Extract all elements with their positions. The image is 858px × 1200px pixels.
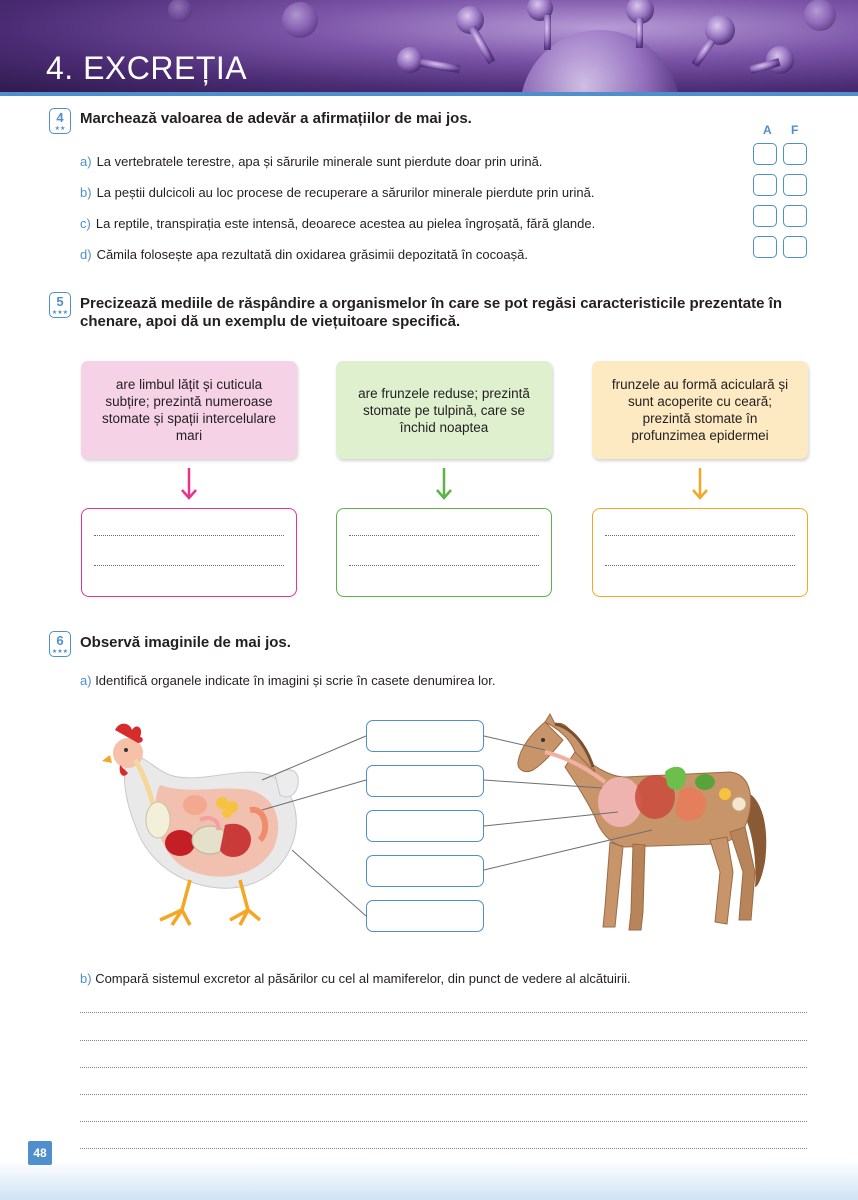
statement-c: [80, 216, 595, 231]
answer-line: [605, 535, 795, 536]
statement-a: [80, 154, 542, 169]
trait-text: frunzele au formă aciculară și sunt acoperite cu ceară; prezintă stomate în profunzimea epidermei: [611, 377, 789, 443]
statement-letter: b): [80, 185, 92, 200]
banner-divider: [0, 92, 858, 96]
organ-label-box-2[interactable]: [366, 765, 484, 797]
answer-line: [349, 535, 539, 536]
checkbox-b-true[interactable]: [753, 174, 777, 196]
question-letter: b): [80, 971, 92, 986]
answer-box-2[interactable]: [336, 508, 552, 597]
trait-card-2: [336, 361, 552, 459]
organ-label-box-1[interactable]: [366, 720, 484, 752]
writing-line[interactable]: [80, 1012, 807, 1013]
checkbox-a-false[interactable]: [783, 143, 807, 165]
statement-b: [80, 185, 594, 200]
column-true-label: A: [763, 123, 772, 137]
difficulty-stars: ★★★: [51, 649, 69, 655]
checkbox-a-true[interactable]: [753, 143, 777, 165]
statement-text: La peștii dulcicoli au loc procese de recuperare a sărurilor minerale pierdute prin urină.: [96, 185, 595, 200]
exercise-4-title: Marchează valoarea de adevăr a afirmațiilor de mai jos.: [80, 110, 472, 127]
answer-line: [94, 565, 284, 566]
answer-line: [94, 535, 284, 536]
statement-text: La vertebratele terestre, apa și sărurile minerale sunt pierdute doar prin urină.: [96, 154, 543, 169]
answer-box-1[interactable]: [81, 508, 297, 597]
checkbox-c-false[interactable]: [783, 205, 807, 227]
exercise-number: 5: [56, 294, 64, 309]
trait-text: are limbul lățit și cuticula subțire; prezintă numeroase stomate și spații intercelulare mari: [101, 377, 277, 443]
statement-letter: c): [80, 216, 91, 231]
organ-label-box-4[interactable]: [366, 855, 484, 887]
checkbox-d-true[interactable]: [753, 236, 777, 258]
checkbox-b-false[interactable]: [783, 174, 807, 196]
column-false-label: F: [791, 123, 799, 137]
statement-text: La reptile, transpirația este intensă, deoarece acestea au pielea îngroșată, fără glande.: [95, 216, 596, 231]
exercise-6-badge: [49, 631, 71, 657]
page-number: 48: [28, 1141, 52, 1165]
exercise-5-badge: [49, 292, 71, 318]
statement-letter: d): [80, 247, 92, 262]
trait-text: are frunzele reduse; prezintă stomate pe tulpină, care se închid noaptea: [358, 385, 530, 435]
trait-card-3: [592, 361, 808, 459]
writing-line[interactable]: [80, 1040, 807, 1041]
exercise-6-title: Observă imaginile de mai jos.: [80, 634, 291, 651]
organ-label-box-5[interactable]: [366, 900, 484, 932]
writing-line[interactable]: [80, 1094, 807, 1095]
question-text: Compară sistemul excretor al păsărilor cu cel al mamiferelor, din punct de vedere al alcătuirii.: [95, 971, 631, 986]
question-b: [80, 971, 631, 986]
difficulty-stars: ★★: [54, 126, 66, 132]
checkbox-c-true[interactable]: [753, 205, 777, 227]
down-arrow-icon: [690, 466, 710, 502]
question-letter: a): [80, 673, 92, 688]
writing-line[interactable]: [80, 1148, 807, 1149]
chapter-title: 4. EXCREȚIA: [46, 50, 248, 86]
question-text: Identifică organele indicate în imagini și scrie în casete denumirea lor.: [95, 673, 496, 688]
writing-line[interactable]: [80, 1067, 807, 1068]
exercise-4-badge: [49, 108, 71, 134]
checkbox-d-false[interactable]: [783, 236, 807, 258]
page-footer: [0, 1160, 858, 1200]
statement-text: Cămila folosește apa rezultată din oxidarea grăsimii depozitată în cocoașă.: [96, 247, 528, 262]
exercise-number: 6: [56, 633, 64, 648]
down-arrow-icon: [434, 466, 454, 502]
answer-line: [349, 565, 539, 566]
trait-card-1: [81, 361, 297, 459]
exercise-number: 4: [56, 110, 64, 125]
answer-box-3[interactable]: [592, 508, 808, 597]
answer-line: [605, 565, 795, 566]
difficulty-stars: ★★★: [51, 310, 69, 316]
exercise-5-title-line2: chenare, apoi dă un exemplu de viețuitoare specifică.: [80, 313, 461, 330]
writing-line[interactable]: [80, 1121, 807, 1122]
statement-letter: a): [80, 154, 92, 169]
question-a: [80, 673, 496, 688]
down-arrow-icon: [179, 466, 199, 502]
organ-label-box-3[interactable]: [366, 810, 484, 842]
exercise-5-title-line1: Precizează mediile de răspândire a organismelor în care se pot regăsi caracteristicile prezentate în: [80, 295, 782, 312]
statement-d: [80, 247, 528, 262]
